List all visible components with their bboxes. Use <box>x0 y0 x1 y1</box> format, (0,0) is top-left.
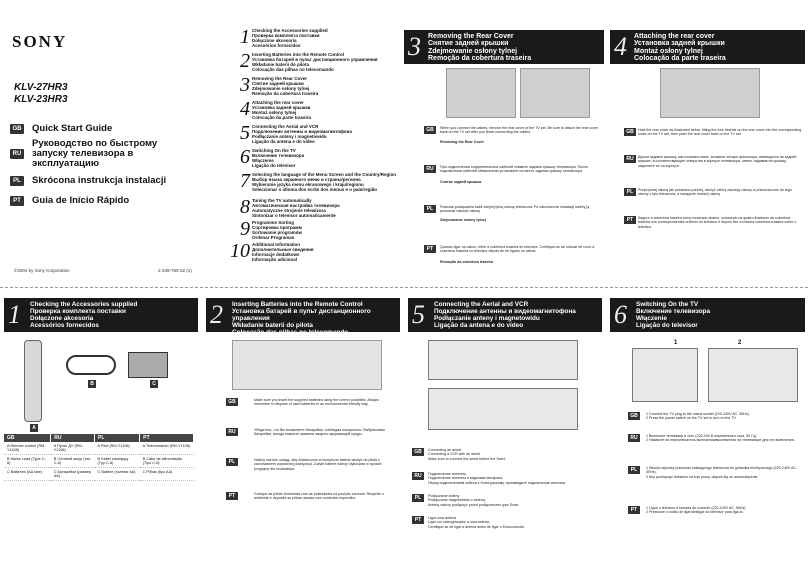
brand-logo: SONY <box>12 32 68 51</box>
toc-title: Tuning the TV automatically Автоматическая настройка телевизора Automatyczne strojenie telewizora Sintonizar o televisor automaticamente <box>252 198 340 218</box>
lang-code: GB <box>10 124 24 134</box>
label-c: C <box>150 380 158 388</box>
col-ru: RU <box>51 434 95 442</box>
table-cell: A Pilot (RM-Y1108) <box>95 442 140 455</box>
section-4-header <box>610 30 805 64</box>
s3-pt-sub: Remoção da cobertura traseira <box>440 260 493 264</box>
table-cell: B Kabel zasilający (Typ C-6) <box>95 455 140 468</box>
section-5-header <box>408 298 602 332</box>
guide-label: Руководство по быстрому запуску телевизора в эксплуатацию <box>32 138 158 169</box>
s3-pl-text: Podczas podłączania kabli zdejmij tylną osłonę telewizora. Po zakończeniu instalacji należy ją ponownie nałożyć osłonę. <box>440 205 590 214</box>
table-cell: B Cabo de alimentação (Tipo C-6) <box>140 455 194 468</box>
guide-label: Skrócona instrukcja instalacji <box>32 175 167 186</box>
s2-ru-text: Убедитесь, что Вы вставляете батарейки, соблюдая полярность. Выбрасывая батарейки, всегда помните правила защиты окружающей среды. <box>254 428 385 437</box>
table-cell: B Mains Lead (Type C-6) <box>4 455 51 468</box>
lang-ru: RU <box>628 434 640 442</box>
s2-gb-text: Make sure you insert the supplied batteries using the correct polarities. Always remember to dispose of used batteries in an environmental friendly way. <box>254 398 379 407</box>
lang-code: PT <box>10 196 24 206</box>
section-title: Checking the Accessories supplied Проверка комплекта поставки Dołączone akcesoria Acessórios fornecidos <box>30 301 138 329</box>
guide-label: Guia de Início Rápido <box>32 195 130 206</box>
toc-title: Attaching the rear cover Установка задней крышки Montaż osłony tylnej Colocação da parte traseira <box>252 100 312 120</box>
toc-number: 9 <box>240 218 250 240</box>
section-title: Switching On the TV Включение телевизора Włączenie Ligação do televisor <box>636 301 710 329</box>
remote-control-image <box>24 340 42 422</box>
table-cell: C Baterie (rozmiar AA) <box>95 468 140 481</box>
section-title: Inserting Batteries into the Remote Control Установка батарей в пульт дистанционного управления Wkładanie baterii do pilota Colocação das pilhas no telecomando <box>232 301 371 336</box>
section-title: Connecting the Aerial and VCR Подключение антенны и видеомагнитофона Podłączanie anteny i magnetowidu Ligação da antena e do vídeo <box>434 301 576 329</box>
lang-gb: GB <box>424 126 436 134</box>
section-number: 2 <box>210 300 223 329</box>
battery-insertion-image <box>232 340 382 390</box>
section-title: Removing the Rear Cover Снятие задней крышки Zdejmowanie osłony tylnej Remoção da cobertura traseira <box>428 33 532 63</box>
toc-number: 5 <box>240 122 250 144</box>
lang-pt: PT <box>624 216 636 224</box>
section-number: 6 <box>614 300 627 329</box>
lang-code: PL <box>10 176 24 186</box>
toc-number: 3 <box>240 74 250 96</box>
s6-pt-text: 1 Ligue o televisor à tomada de corrente (220-240V AC, 50Hz). 2 Pressione o botão de ligar/desligar do televisor para ligá-lo. <box>646 506 747 515</box>
batteries-image <box>128 352 168 378</box>
s5-pt-text: Ligar uma antena. Ligar um videogravador a uma antena. Certifique-se de ligar a antena antes de ligar o Euroconector. <box>428 516 525 529</box>
s5-ru-text: Подключение антенны. Подключение антенны и видеомагнитофона. Перед подключением кабеля к Scart-разъему, произведите подключение антенны. <box>428 472 567 485</box>
s3-ru-text: При подключении соединительных кабелей снимите заднюю крышку телевизора. После подключения кабелей обязательно установите на место заднюю крышку телевизора. <box>440 165 589 174</box>
section-1-header <box>4 298 198 332</box>
lang-gb: GB <box>412 448 424 456</box>
accessories-table <box>4 434 194 481</box>
mains-lead-image <box>66 355 116 375</box>
step-1-label: 1 <box>674 340 678 346</box>
toc-title: Connecting the Aerial and VCR Подключение антенны и видеомагнитофона Podłączanie anteny i magnetowidu Ligação da antena e do vídeo <box>252 124 352 144</box>
lang-gb: GB <box>226 398 238 406</box>
lang-code: RU <box>10 149 24 159</box>
tv-power-illustration <box>708 348 798 402</box>
toc-title: Removing the Rear Cover Снятие задней крышки Zdejmowanie osłony tylnej Remoção da cobertura traseira <box>252 76 319 96</box>
table-cell: A Remote control (RM-Y1108) <box>4 442 51 455</box>
lang-ru: RU <box>424 165 436 173</box>
model-name-2: KLV-23HR3 <box>14 94 68 105</box>
guide-ru <box>10 140 190 168</box>
table-row <box>4 442 194 455</box>
guide-label: Quick Start Guide <box>32 123 113 134</box>
s4-pl-text: Przytrzymaj osłonę jak pokazano poniżej, włożyć cztery zaczepy osłony w przeznaczone do tego otwory z tyłu telewizora, a następnie dociśnij osłonę. <box>638 188 792 197</box>
toc-number: 4 <box>240 98 250 120</box>
s4-pt-text: Segure a cobertura traseira como mostrado abaixo, colocando os quatro fixadores da cobertura traseira nos correspondentes orifícios do televisor e depois fixe a mesma cobertura traseira sobre o televisor. <box>638 216 797 229</box>
toc-number: 6 <box>240 146 250 168</box>
table-header-row <box>4 434 194 442</box>
guide-pl <box>10 174 190 188</box>
section-title: Attaching the rear cover Установка задней крышки Montaż osłony tylnej Colocação da parte traseira <box>634 33 726 63</box>
toc-title: Switching On the TV Включение телевизора Włączenie Ligação do televisor <box>252 148 305 168</box>
section-6-header <box>610 298 805 332</box>
toc-number: 1 <box>240 26 250 48</box>
toc-title: Programme Sorting Сортировка программ Sortowanie programów Ordenar Programas <box>252 220 303 240</box>
lang-ru: RU <box>412 472 424 480</box>
table-cell: A Пульт ДУ (RM-Y1108) <box>51 442 95 455</box>
toc-title: Selecting the language of the Menu Screen and the Country/Region Выбор языка экранного меню и страны/региона Wybieranie języka menu ekranowego i kraju/regionu Seleccionar o idioma dos ecrãs dos menus e o país/região <box>252 172 397 192</box>
lang-pt: PT <box>628 506 640 514</box>
lang-pl: PL <box>628 466 640 474</box>
lang-pl: PL <box>412 494 424 502</box>
s3-gb-text: When you connect the cables, remove the rear cover of the TV set. Be sure to attach the rear cover back on the TV set after you finish connecting the cables. <box>440 126 598 135</box>
step-2-label: 2 <box>738 340 742 346</box>
section-number: 5 <box>412 300 425 329</box>
toc-number: 8 <box>240 196 250 218</box>
lang-pl: PL <box>226 458 238 466</box>
col-pt: PT <box>140 434 194 442</box>
col-pl: PL <box>95 434 140 442</box>
label-a: A <box>30 424 38 432</box>
attach-cover-photo <box>660 68 760 118</box>
toc-title: Checking the Accessories supplied Проверка комплекта поставки Dołączone akcesoria Acessórios fornecidos <box>252 28 328 48</box>
s3-pt-text: Quando ligar os cabos, retire a cobertura traseira do televisor. Certifique-se de colocar de novo a cobertura traseira no televisor depois de ter ligado os cabos. <box>440 245 595 254</box>
s6-pl-text: 1 Włożyć wtyczkę przewodu zasilającego telewizora do gniazdka elektrycznego (220-240V AC, 50Hz). 2 Aby przełączyć telewizor na tryb pracy, włącza się on automatycznie. <box>646 466 798 479</box>
vcr-diagram <box>428 388 578 430</box>
lang-gb: GB <box>624 128 636 136</box>
part-number: 2-349-780-02 (1) <box>158 268 192 273</box>
col-gb: GB <box>4 434 51 442</box>
toc-title: Inserting Batteries into the Remote Control Установка батарей в пульт дистанционного управления Wkładanie baterii do pilota Colocação das pilhas no telecomando <box>252 52 378 72</box>
s3-pl-sub: Zdejmowanie osłony tylnej <box>440 218 486 222</box>
toc-number: 7 <box>240 170 250 192</box>
toc-number: 10 <box>230 240 250 262</box>
lang-gb: GB <box>628 412 640 420</box>
table-cell: C Pilhas (tipo AA) <box>140 468 194 481</box>
s2-pl-text: Należy zwrócić uwagę, aby dostarczone w komplecie baterie włożyć do pilota z zachowaniem poprawnej polaryzacji. Zużyte baterie należy utylizować w sposób przyjazny dla środowiska. <box>254 458 382 471</box>
toc-number: 2 <box>240 50 250 72</box>
section-number: 1 <box>8 300 21 329</box>
lang-pl: PL <box>424 205 436 213</box>
s3-ru-sub: Снятие задней крышки <box>440 180 482 184</box>
tv-plug-illustration <box>632 348 698 402</box>
table-row <box>4 455 194 468</box>
guide-pt <box>10 194 190 208</box>
lang-pl: PL <box>624 188 636 196</box>
rear-cover-photo-1 <box>446 68 516 118</box>
s6-gb-text: 1 Connect the TV plug to the mains socket (220-240V AC, 50Hz). 2 Press the power switch on the TV set to turn on the TV. <box>646 412 750 421</box>
table-cell: C Батарейки (размер AA) <box>51 468 95 481</box>
s5-pl-text: Podłączanie anteny Podłączanie magnetowidu z anteną. Antenę należy podłączyć przed podłączeniem typu Scart <box>428 494 519 507</box>
fold-line <box>0 287 808 288</box>
lang-ru: RU <box>624 155 636 163</box>
lang-pt: PT <box>424 245 436 253</box>
section-number: 4 <box>614 32 627 61</box>
s3-gb-sub: Removing the Rear Cover <box>440 140 484 144</box>
section-3-header <box>404 30 604 64</box>
section-2-header <box>206 298 400 336</box>
table-cell: A Telecomando (RM-Y1108) <box>140 442 194 455</box>
s5-gb-text: Connecting an aerial. Connecting a VCR with an aerial. Make sure to connect the aerial before the Scart. <box>428 448 506 461</box>
s4-gb-text: Hold the rear cover as illustrated below, fitting the four detents on the rear cover into the corresponding holes on the TV set, then push the rear cover back on the TV set. <box>638 128 802 137</box>
lang-ru: RU <box>226 428 238 436</box>
toc-title: Additional Information Дополнительные сведения Informacje dodatkowe Informação adicional <box>252 242 314 262</box>
lang-pt: PT <box>226 492 238 500</box>
copyright: ©2004 by Sony Corporation <box>14 268 70 273</box>
label-b: B <box>88 380 96 388</box>
section-number: 3 <box>408 32 421 61</box>
table-row <box>4 468 194 481</box>
guide-gb <box>10 122 190 136</box>
lang-pt: PT <box>412 516 424 524</box>
table-cell: C Batteries (AA size) <box>4 468 51 481</box>
s6-ru-text: 1 Включите телевизор в сеть (220-240 В переменного тока, 50 Гц). 2 Нажмите на переключатель включения/выключения на телевизоре для его включения. <box>646 434 795 443</box>
s2-pt-text: Coloque as pilhas fornecidas com as polaridades na posição correcta. Respeite o ambiente e deposite as pilhas usadas num contentor específico. <box>254 492 384 501</box>
model-name-1: KLV-27HR3 <box>14 82 68 93</box>
aerial-diagram <box>428 340 578 380</box>
s4-ru-text: Держа заднюю крышку, как показано ниже, вставьте четыре фиксатора, имеющихся на задней крышке, в соответствующие отверстия в корпусе телевизора, затем, надавив на крышку, закрепите ее на корпусе. <box>638 155 797 168</box>
table-cell: B Сетевой шнур (тип C-6) <box>51 455 95 468</box>
rear-cover-photo-2 <box>520 68 590 118</box>
